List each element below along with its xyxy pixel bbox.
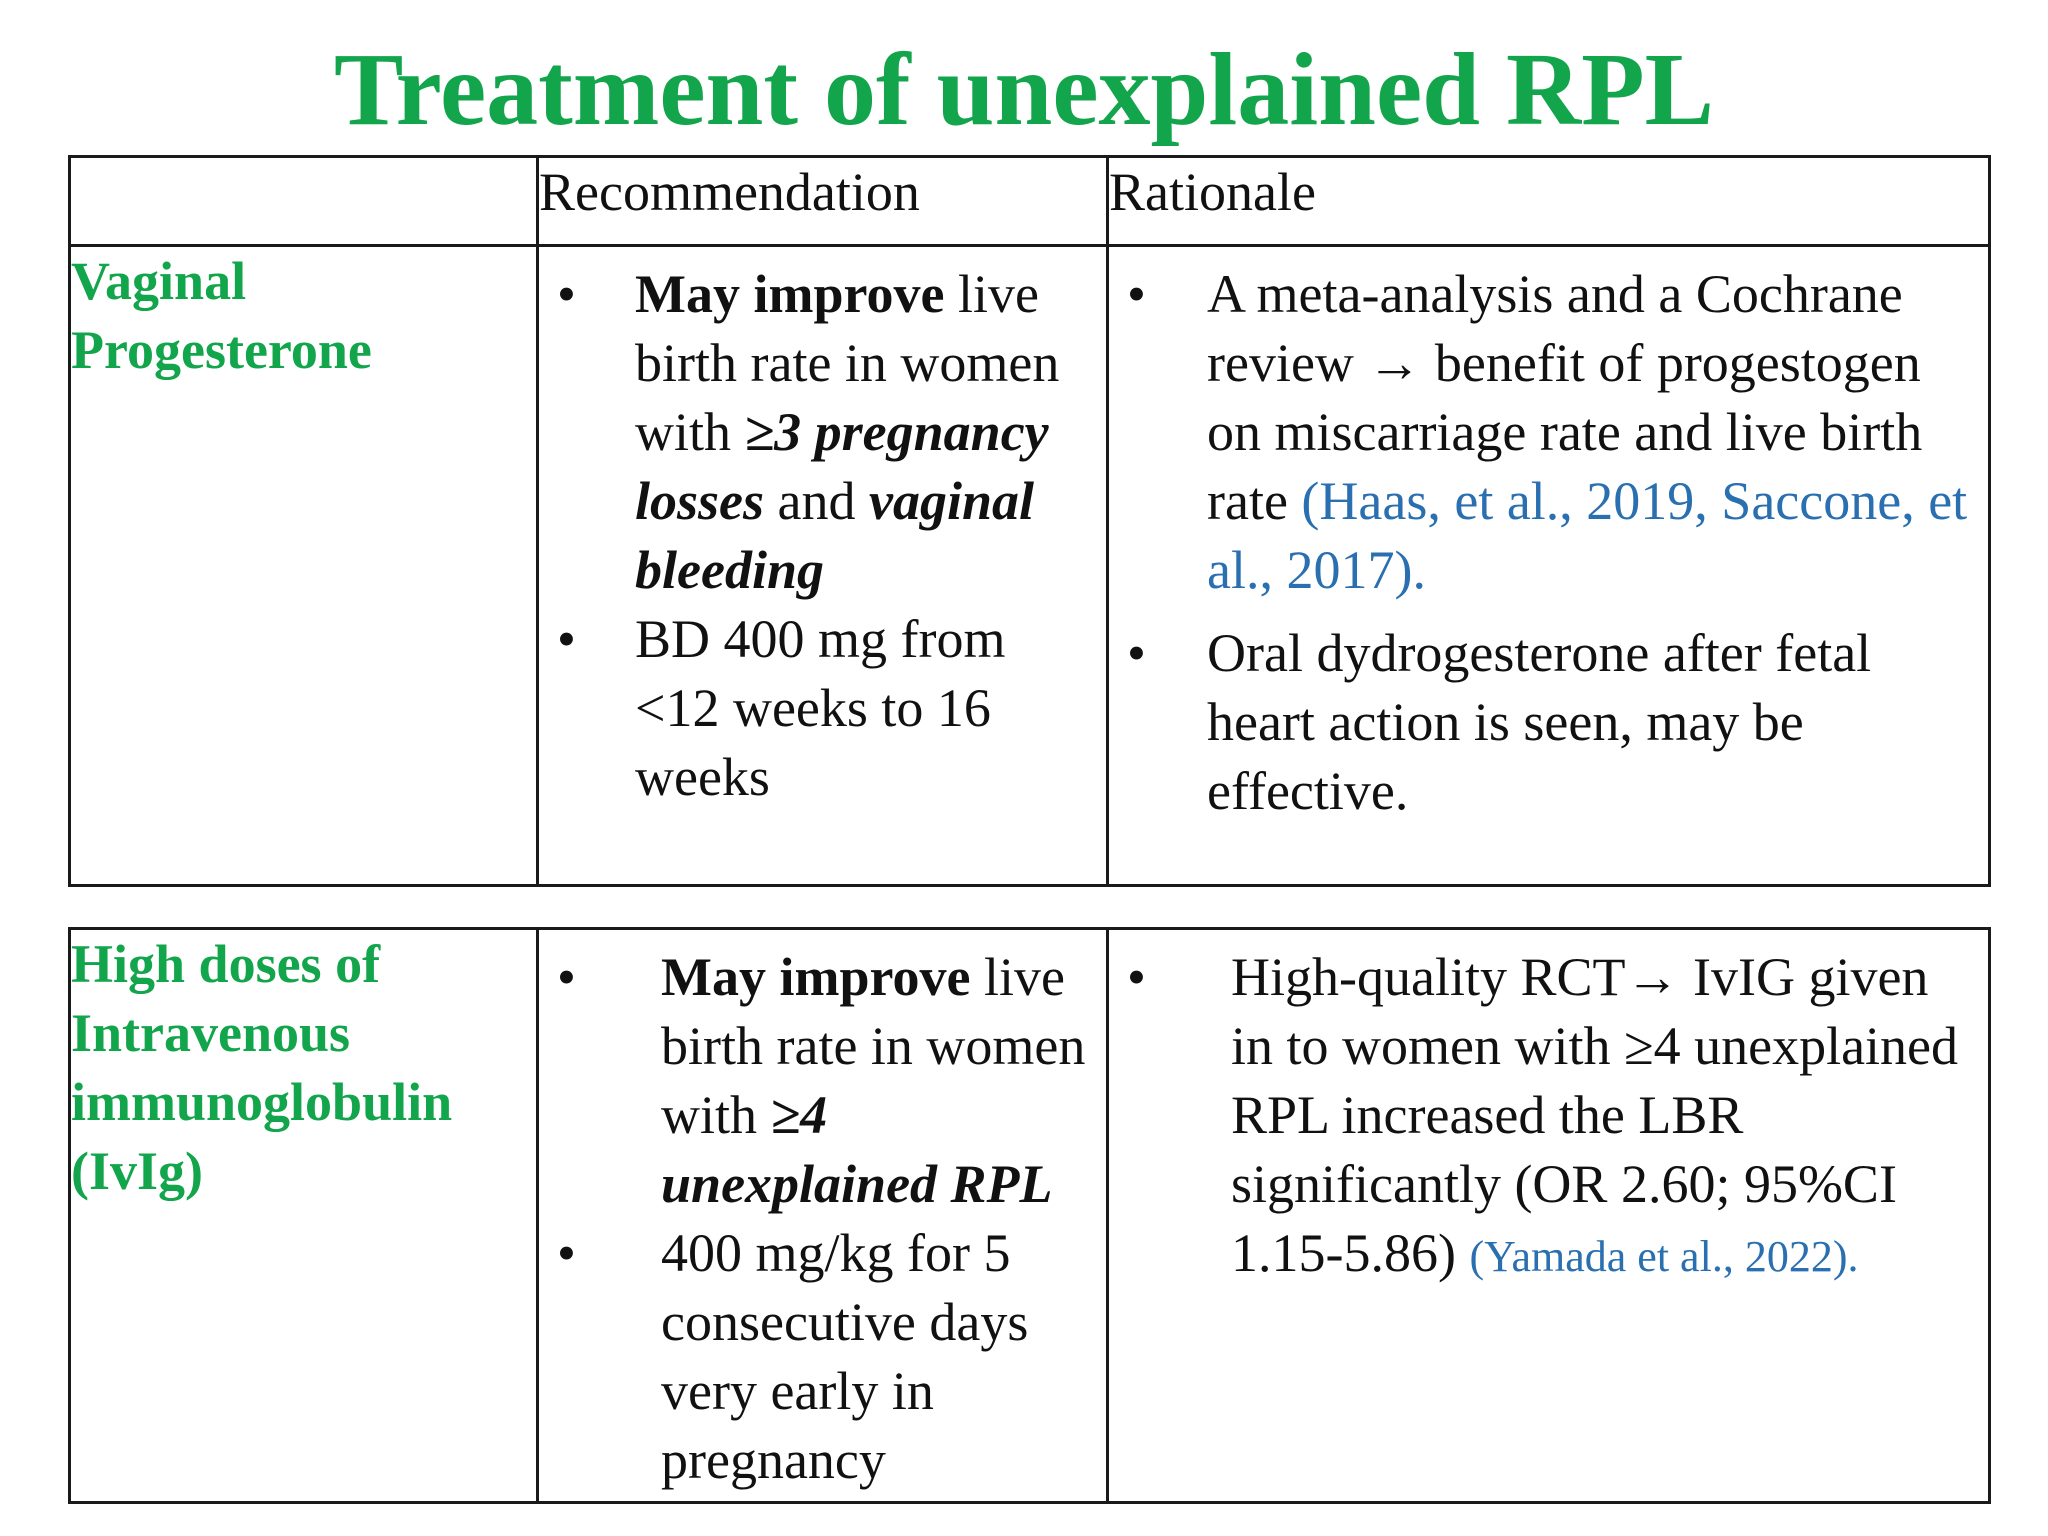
rationale-list [1109, 930, 1988, 1291]
slide-title: Treatment of unexplained RPL [334, 32, 1714, 147]
rationale-item [1109, 619, 1988, 826]
recommendation-list [539, 247, 1106, 812]
treatment-name-cell [70, 929, 538, 1503]
bullet-icon: • [1127, 623, 1146, 683]
rationale-cell [1108, 929, 1990, 1503]
table-header-row [70, 157, 1990, 246]
treatment-table-ivig [68, 927, 1991, 1504]
emphasis-bold: May improve [661, 947, 971, 1007]
recommendation-text: BD 400 mg from <12 weeks to 16 weeks [635, 609, 1006, 807]
emphasis-bold-italic: ≥3 pregnancy losses [635, 402, 1049, 531]
bullet-icon: • [1127, 264, 1146, 324]
emphasis-bold-italic: vaginal bleeding [635, 471, 1034, 600]
recommendation-item [539, 605, 1106, 812]
recommendation-item [539, 260, 1106, 605]
bullet-icon: • [1127, 947, 1146, 1007]
bullet-icon: • [557, 264, 576, 324]
recommendation-text: and [764, 471, 869, 531]
rationale-cell [1108, 246, 1990, 886]
recommendation-text: live birth rate in women with [661, 947, 1086, 1145]
bullet-icon: • [557, 609, 576, 669]
recommendation-text: live birth rate in women with [635, 264, 1060, 462]
recommendation-text: 400 mg/kg for 5 consecutive days very early in pregnancy [661, 1223, 1029, 1490]
header-recommendation: Recommendation [538, 157, 1108, 246]
rationale-text: Oral dydrogesterone after fetal heart action is seen, may be effective. [1207, 623, 1872, 821]
rationale-item [1109, 260, 1988, 605]
treatment-name-line: Progesterone [71, 320, 372, 380]
header-rationale: Rationale [1108, 157, 1990, 246]
treatment-name-line: (IvIg) [71, 1141, 203, 1201]
treatment-name-line: Vaginal [71, 251, 247, 311]
citation: (Haas, et al., 2019, Saccone, et al., 2017). [1207, 471, 1968, 600]
header-empty-cell [70, 157, 538, 246]
treatment-table-progesterone [68, 155, 1991, 887]
treatment-name-cell [70, 246, 538, 886]
rationale-text: High-quality RCT→ IvIG given in to women with ≥4 unexplained RPL increased the LBR significantly (OR 2.60; 95%CI 1.15-5.86) [1231, 947, 1959, 1283]
citation: (Yamada et al., 2022). [1469, 1232, 1859, 1281]
table-row-ivig [70, 929, 1990, 1503]
rationale-item [1109, 943, 1988, 1291]
emphasis-bold-italic: ≥4 unexplained RPL [661, 1085, 1053, 1214]
treatment-name-line: Intravenous [71, 1003, 351, 1063]
recommendation-item [539, 1219, 1106, 1495]
emphasis-bold: May improve [635, 264, 945, 324]
recommendation-cell [538, 246, 1108, 886]
rationale-list [1109, 247, 1988, 826]
recommendation-cell [538, 929, 1108, 1503]
bullet-icon: • [557, 1223, 576, 1283]
recommendation-item [539, 943, 1106, 1219]
treatment-name-line: High doses of [71, 934, 381, 994]
recommendation-list [539, 930, 1106, 1495]
rationale-text: A meta-analysis and a Cochrane review → benefit of progestogen on miscarriage rate and live birth rate [1207, 264, 1923, 531]
treatment-name-line: immunoglobulin [71, 1072, 453, 1132]
bullet-icon: • [557, 947, 576, 1007]
table-row-vaginal-progesterone [70, 246, 1990, 886]
